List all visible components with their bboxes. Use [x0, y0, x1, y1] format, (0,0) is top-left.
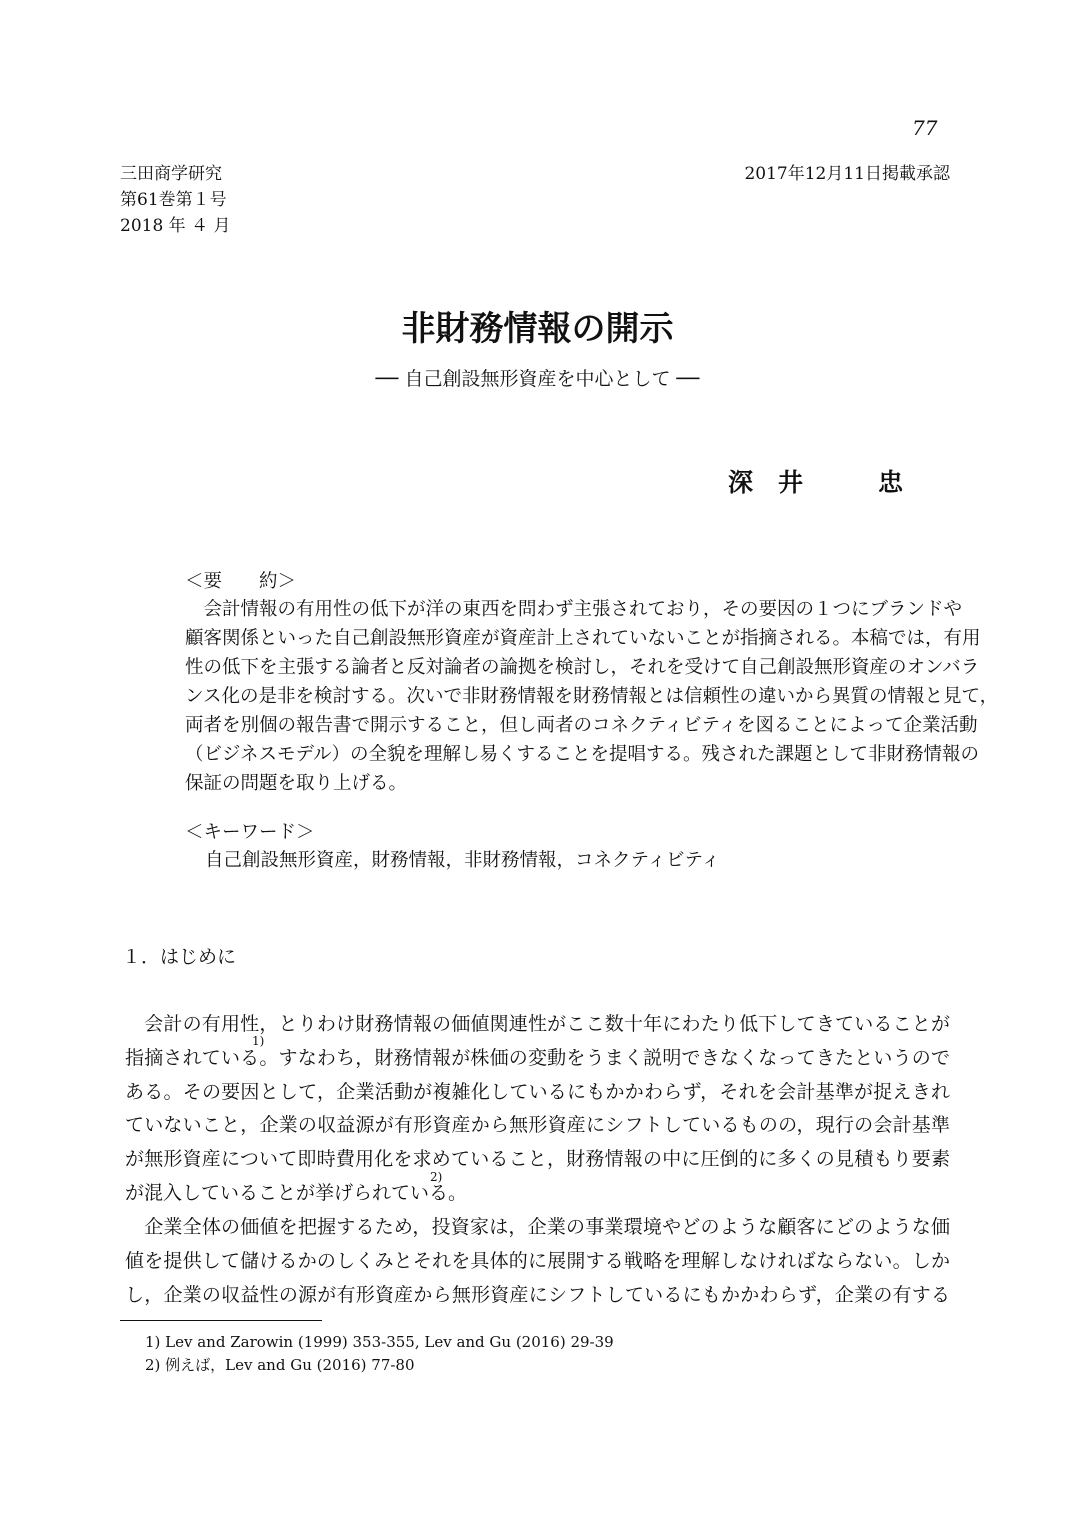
footnote: 2) 例えば，Lev and Gu (2016) 77-80: [145, 1356, 415, 1374]
approval-date: 2017年12月11日掲載承認: [744, 164, 950, 184]
abstract-line: 両者を別個の報告書で開示すること，但し両者のコネクティビティを図ることによって企業活動: [185, 715, 978, 736]
body-line: が混入していることが挙げられている。: [125, 1182, 468, 1204]
journal-name: 三田商学研究: [120, 164, 222, 184]
section-heading: １．はじめに: [122, 946, 237, 968]
abstract-line: 保証の問題を取り上げる。: [185, 773, 408, 794]
footnote: 1) Lev and Zarowin (1999) 353-355, Lev and Gu (2016) 29-39: [145, 1333, 614, 1351]
body-line: 指摘されている。すなわち，財務情報が株価の変動をうまく説明できなくなってきたというので: [125, 1047, 950, 1069]
body-line: 会計の有用性，とりわけ財務情報の価値関連性がここ数十年にわたり低下してきていることが: [125, 1013, 950, 1035]
abstract-line: 会計情報の有用性の低下が洋の東西を問わず主張されており，その要因の１つにブランドや: [185, 599, 963, 620]
keywords-list: 自己創設無形資産，財務情報，非財務情報，コネクティビティ: [205, 850, 721, 871]
body-line: ていないこと，企業の収益源が有形資産から無形資産にシフトしているものの，現行の会計基準: [125, 1114, 950, 1136]
body-line: ある。その要因として，企業活動が複雑化しているにもかかわらず，それを会計基準が捉えきれ: [125, 1081, 950, 1103]
page-title: 非財務情報の開示: [401, 309, 674, 349]
subtitle: ── 自己創設無形資産を中心として ──: [375, 368, 700, 390]
abstract-line: 顧客関係といった自己創設無形資産が資産計上されていないことが指摘される。本稿では，有用: [185, 628, 981, 649]
journal-date: 2018 年 ４ 月: [120, 216, 231, 236]
footnote-rule: [120, 1320, 322, 1321]
body-line: が無形資産について即時費用化を求めていること，財務情報の中に圧倒的に多くの見積もり要素: [125, 1148, 950, 1170]
body-line: し，企業の収益性の源が有形資産から無形資産にシフトしているにもかかわらず，企業の有する: [125, 1284, 950, 1306]
footnote-mark: 2): [430, 1170, 443, 1184]
abstract-heading: ＜要 約＞: [185, 571, 297, 592]
page-number: 77: [912, 116, 938, 140]
body-line: 値を提供して儲けるかのしくみとそれを具体的に展開する戦略を理解しなければならない。しか: [125, 1250, 950, 1272]
footnote-mark: 1): [252, 1034, 265, 1048]
abstract-line: （ビジネスモデル）の全貌を理解し易くすることを提唱する。残された課題として非財務情報の: [185, 744, 980, 765]
author: 深 井 忠: [728, 468, 904, 497]
abstract-line: 性の低下を主張する論者と反対論者の論拠を検討し，それを受けて自己創設無形資産のオンバラ: [185, 657, 980, 678]
abstract-line: ンス化の是非を検討する。次いで非財務情報を財務情報とは信頼性の違いから異質の情報と見て，: [185, 686, 999, 707]
keywords-heading: ＜キーワード＞: [185, 822, 315, 843]
body-line: 企業全体の価値を把握するため，投資家は，企業の事業環境やどのような顧客にどのような価: [125, 1216, 950, 1238]
journal-volume: 第61巻第１号: [120, 190, 227, 210]
